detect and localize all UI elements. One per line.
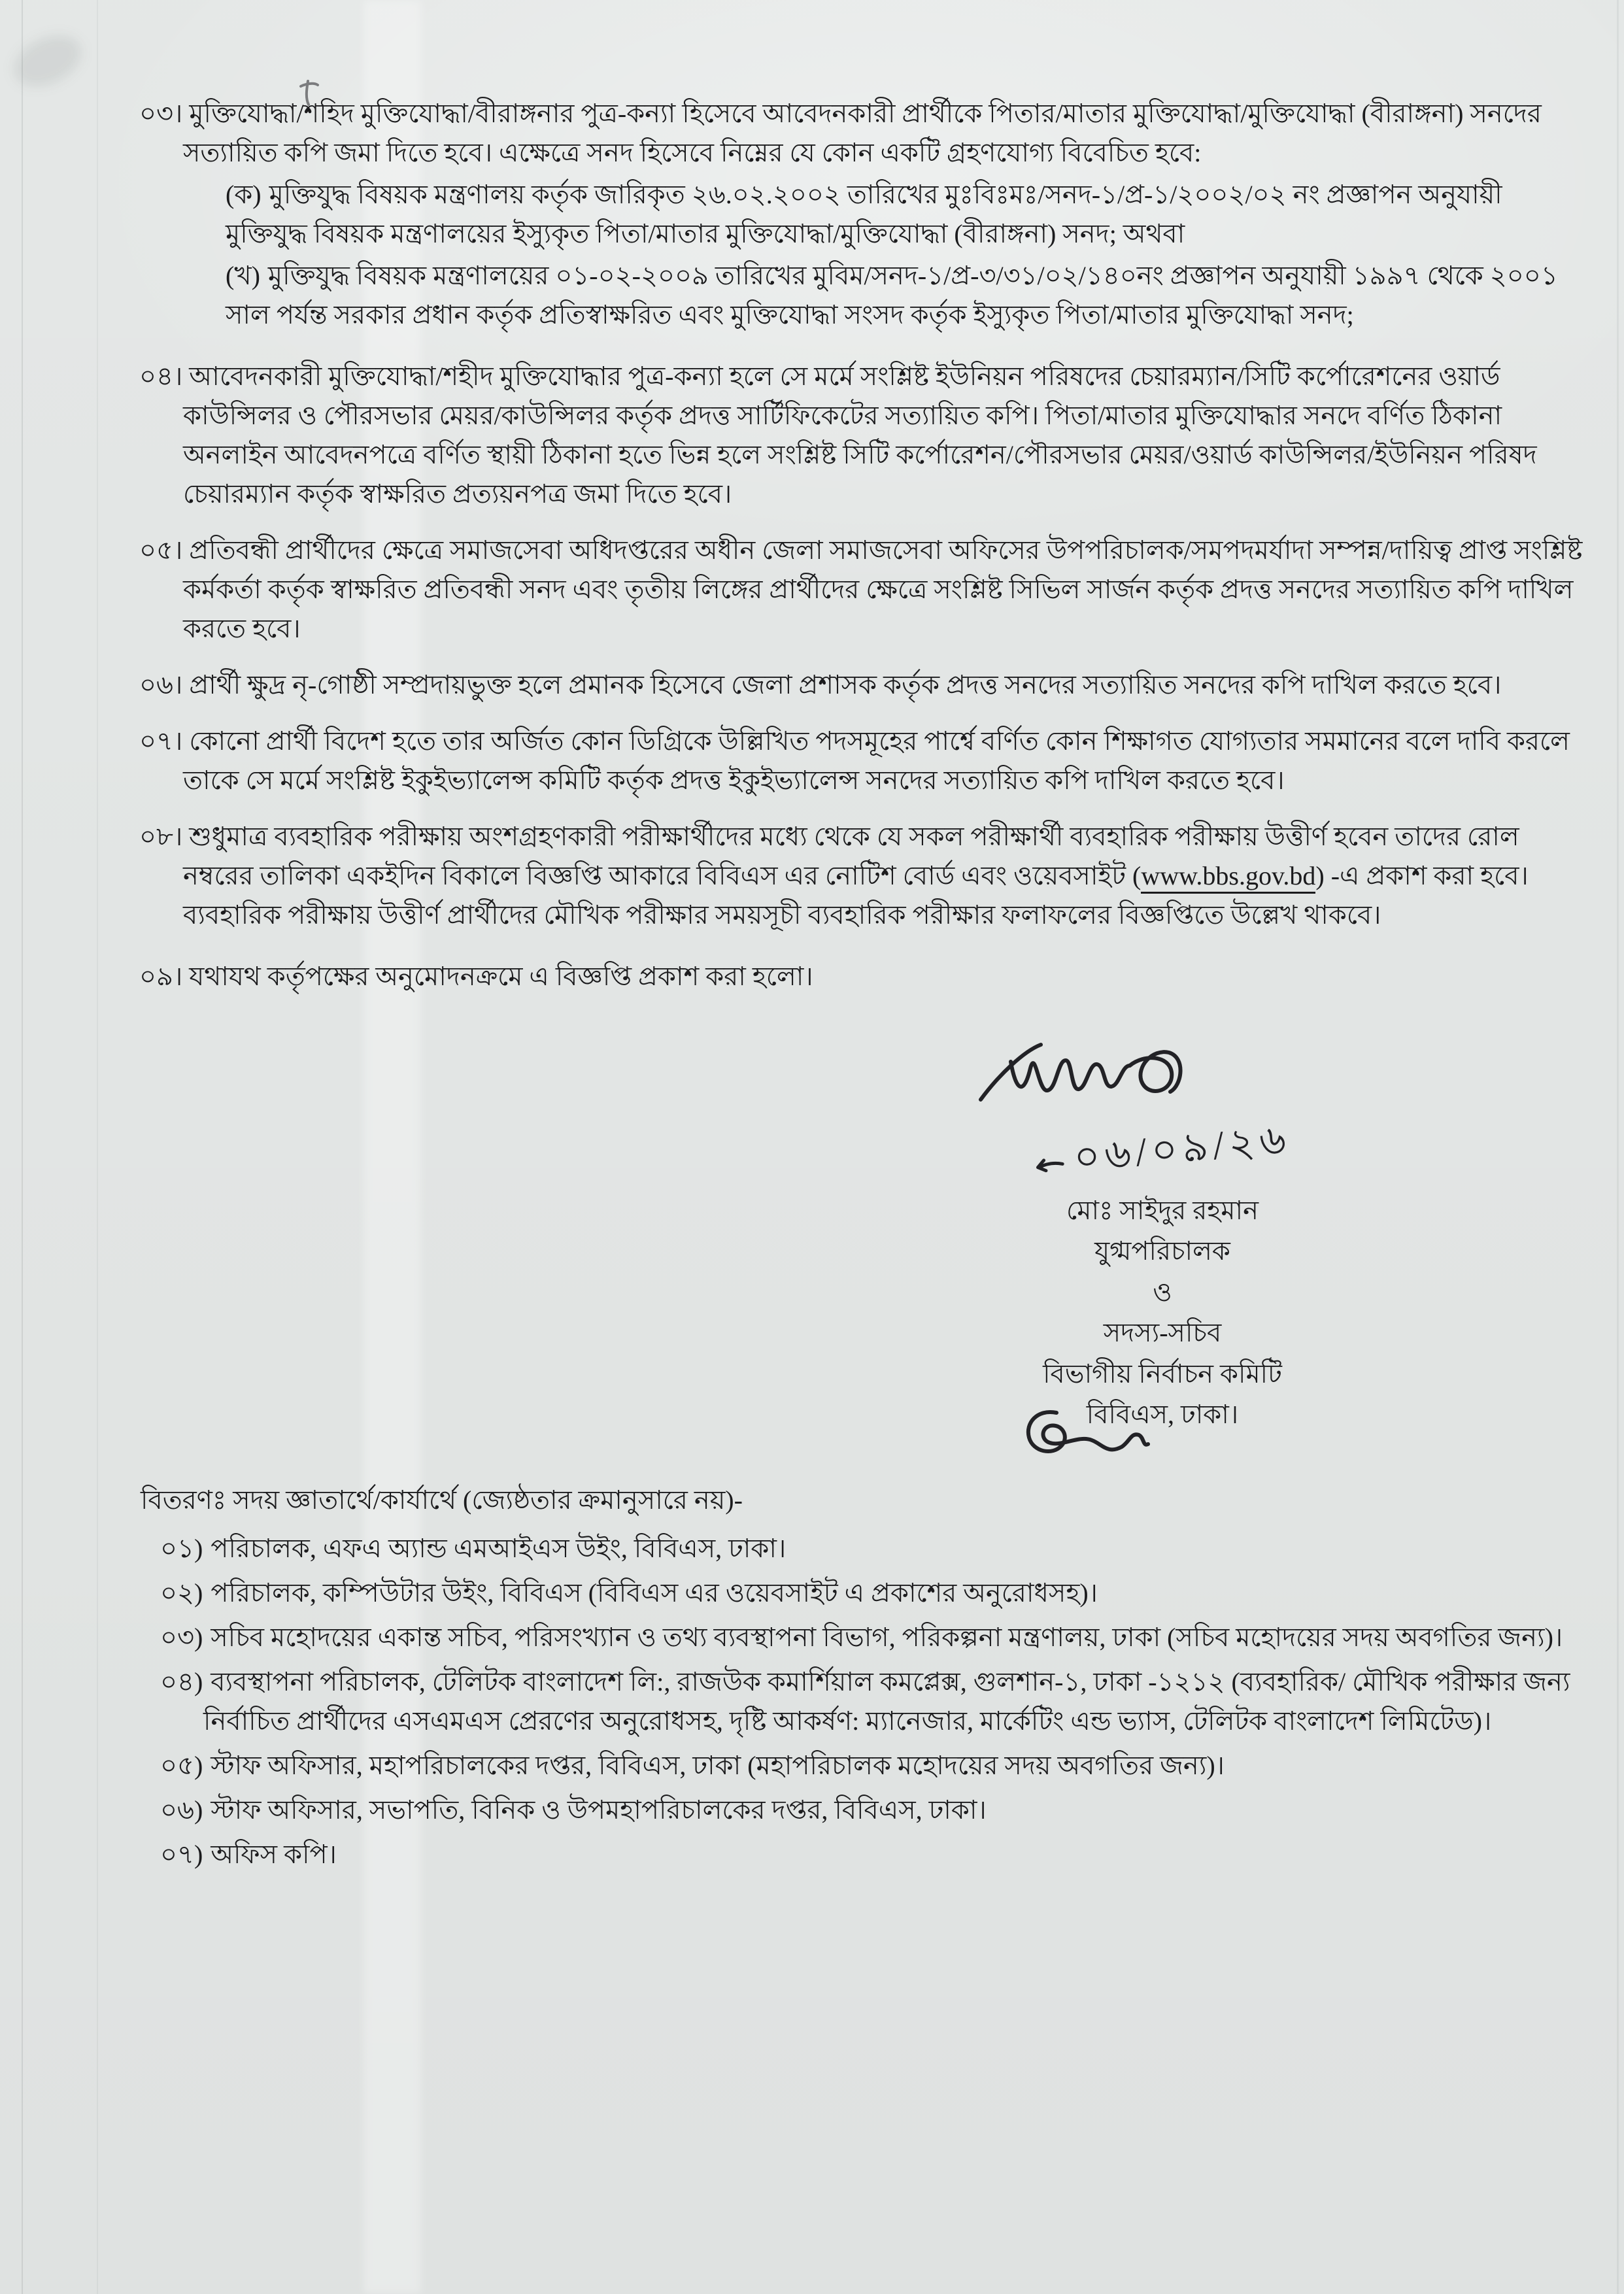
subitem-text: মুক্তিযুদ্ধ বিষয়ক মন্ত্রণালয়ের ০১-০২-২০০৯ তারিখের মুবিম/সনদ-১/প্র-৩/৩১/০২/১৪০নং প্রজ্ঞাপন অনুযায়ী ১৯৯৭ থেকে ২০০১ সাল পর্যন্ত সরকার প্রধান কর্তৃক প্রতিস্বাক্ষরিত এবং মুক্তিযোদ্ধা সংসদ কর্তৃক ইস্যুকৃত পিতা/মাতার মুক্তিযোদ্ধা সনদ; [226,261,1558,329]
item-number: ০৭) [160,1840,203,1870]
notice-item [139,817,1587,935]
item-number: ০৬। [139,670,183,700]
item-number: ০৪) [160,1667,203,1697]
item-number: ০৮। [139,822,183,851]
website-url-text: www.bbs.gov.bd [1141,861,1315,894]
item-text: কোনো প্রার্থী বিদেশ হতে তার অর্জিত কোন ডিগ্রিকে উল্লিখিত পদসমূহের পার্শ্বে বর্ণিত কোন শিক্ষাগত যোগ্যতার সমমানের বলে দাবি করলে তাকে সে মর্মে সংশ্লিষ্ট ইকুইভ্যালেন্স কমিটি কর্তৃক প্রদত্ত ইকুইভ্যালেন্স সনদের সত্যায়িত কপি দাখিল করতে হবে। [183,726,1570,795]
item-text: যথাযথ কর্তৃপক্ষের অনুমোদনক্রমে এ বিজ্ঞপ্তি প্রকাশ করা হলো। [189,962,813,991]
item-text: স্টাফ অফিসার, সভাপতি, বিনিক ও উপমহাপরিচালকের দপ্তর, বিবিএস, ঢাকা। [211,1795,987,1825]
notice-item [139,357,1587,514]
distribution-item [160,1791,1572,1830]
distribution-item [160,1746,1572,1785]
item-number: ০২) [160,1578,203,1608]
distribution-item [160,1662,1572,1741]
item-text: অফিস কপি। [211,1840,337,1870]
signatory-organization: বিবিএস, ঢাকা। [1086,1399,1239,1429]
notice-item [139,666,1587,705]
notice-subitem [226,175,1559,254]
item-number: ০৩। [139,99,183,128]
item-text: সচিব মহোদয়ের একান্ত সচিব, পরিসংখ্যান ও তথ্য ব্যবস্থাপনা বিভাগ, পরিকল্পনা মন্ত্রণালয়, ঢাকা (সচিব মহোদয়ের সদয় অবগতির জন্য)। [211,1623,1563,1653]
item-text [183,822,1529,930]
handwritten-date: ০৬/০৯/২৬ [1032,1109,1293,1192]
distribution-heading: বিতরণঃ সদয় জ্ঞাতার্থে/কার্যার্থে (জ্যেষ্ঠতার ক্রমানুসারে নয়)- [141,1485,743,1515]
item-text: প্রার্থী ক্ষুদ্র নৃ-গোষ্ঠী সম্প্রদায়ভুক্ত হলে প্রমানক হিসেবে জেলা প্রশাসক কর্তৃক প্রদত্ত সনদের সত্যায়িত সনদের কপি দাখিল করতে হবে। [189,670,1502,700]
notice-item [139,957,1587,996]
item-text: মুক্তিযোদ্ধা/শহিদ মুক্তিযোদ্ধা/বীরাঙ্গনার পুত্র-কন্যা হিসেবে আবেদনকারী প্রার্থীকে পিতার/মাতার মুক্তিযোদ্ধা/মুক্তিযোদ্ধা (বীরাঙ্গনা) সনদের সত্যায়িত কপি জমা দিতে হবে। এক্ষেত্রে সনদ হিসেবে নিম্নের যে কোন একটি গ্রহণযোগ্য বিবেচিত হবে: [183,99,1542,167]
item-text: স্টাফ অফিসার, মহাপরিচালকের দপ্তর, বিবিএস, ঢাকা (মহাপরিচালক মহোদয়ের সদয় অবগতির জন্য)। [211,1751,1225,1781]
item-text-after-link: ) -এ প্রকাশ করা হবে। ব্যবহারিক পরীক্ষায় উত্তীর্ণ প্রার্থীদের মৌখিক পরীক্ষার সময়সূচী ব্যবহারিক পরীক্ষার ফলাফলের বিজ্ঞপ্তিতে উল্লেখ থাকবে। [183,861,1529,930]
pen-dash-mark [1034,1153,1066,1175]
item-number: ০৪। [139,362,183,391]
signatory-committee: বিভাগীয় নির্বাচন কমিটি [1043,1358,1282,1389]
item-number: ০৫। [139,535,183,565]
signatory-designation: যুগ্মপরিচালক [1094,1236,1230,1266]
subitem-text: মুক্তিযুদ্ধ বিষয়ক মন্ত্রণালয় কর্তৃক জারিকৃত ২৬.০২.২০০২ তারিখের মুঃবিঃমঃ/সনদ-১/প্র-১/২০০২/০২ নং প্রজ্ঞাপন অনুযায়ী মুক্তিযুদ্ধ বিষয়ক মন্ত্রণালয়ের ইস্যুকৃত পিতা/মাতার মুক্তিযোদ্ধা/মুক্তিযোদ্ধা (বীরাঙ্গনা) সনদ; অথবা [226,180,1502,248]
signatory-role: সদস্য-সচিব [1103,1318,1222,1348]
signatory-organization-line [934,1394,1391,1435]
signature-scribble [973,1032,1208,1123]
signature-block [934,1032,1391,1435]
item-text: আবেদনকারী মুক্তিযোদ্ধা/শহীদ মুক্তিযোদ্ধার পুত্র-কন্যা হলে সে মর্মে সংশ্লিষ্ট ইউনিয়ন পরিষদের চেয়ারম্যান/সিটি কর্পোরেশনের ওয়ার্ড কাউন্সিলর ও পৌরসভার মেয়র/কাউন্সিলর কর্তৃক প্রদত্ত সার্টিফিকেটের সত্যায়িত কপি। পিতা/মাতার মুক্তিযোদ্ধার সনদে বর্ণিত ঠিকানা অনলাইন আবেদনপত্রে বর্ণিত স্থায়ী ঠিকানা হতে ভিন্ন হলে সংশ্লিষ্ট সিটি কর্পোরেশন/পৌরসভার মেয়র/ওয়ার্ড কাউন্সিলর/ইউনিয়ন পরিষদ চেয়ারম্যান কর্তৃক স্বাক্ষরিত প্রত্যয়নপত্র জমা দিতে হবে। [183,362,1537,509]
distribution-item [160,1574,1572,1613]
signatory-conjunction: ও [1153,1277,1172,1307]
notice-item [139,722,1587,800]
notice-item [139,531,1587,649]
item-number: ০৬) [160,1795,203,1825]
item-text: ব্যবস্থাপনা পরিচালক, টেলিটক বাংলাদেশ লি:, রাজউক কমার্শিয়াল কমপ্লেক্স, গুলশান-১, ঢাকা -১২১২ (ব্যবহারিক/ মৌখিক পরীক্ষার জন্য নির্বাচিত প্রার্থীদের এসএমএস প্রেরণের অনুরোধসহ, দৃষ্টি আকর্ষণ: ম্যানেজার, মার্কেটিং এন্ড ভ্যাস, টেলিটক বাংলাদেশ লিমিটেড)। [203,1667,1570,1736]
distribution-section [141,1481,1572,1874]
item-number: ০৩) [160,1623,203,1653]
item-number: ০১) [160,1534,203,1564]
initial-scribble [1019,1394,1169,1473]
subitem-label: (ক) [226,180,262,209]
item-text: পরিচালক, কম্পিউটার উইং, বিবিএস (বিবিএস এর ওয়েবসাইট এ প্রকাশের অনুরোধসহ)। [211,1578,1098,1608]
item-text: পরিচালক, এফএ অ্যান্ড এমআইএস উইং, বিবিএস, ঢাকা। [211,1534,787,1564]
item-number: ০৯। [139,962,183,991]
distribution-item [160,1618,1572,1657]
item-number: ০৫) [160,1751,203,1781]
subitem-label: (খ) [226,261,260,290]
notice-item [139,94,1587,173]
distribution-item [160,1529,1572,1568]
notice-subitem [226,256,1559,335]
distribution-item [160,1835,1572,1874]
item-text: প্রতিবন্ধী প্রার্থীদের ক্ষেত্রে সমাজসেবা অধিদপ্তরের অধীন জেলা সমাজসেবা অফিসের উপপরিচালক/সমপদমর্যাদা সম্পন্ন/দায়িত্ব প্রাপ্ত সংশ্লিষ্ট কর্মকর্তা কর্তৃক স্বাক্ষরিত প্রতিবন্ধী সনদ এবং তৃতীয় লিঙ্গের প্রার্থীদের ক্ষেত্রে সংশ্লিষ্ট সিভিল সার্জন কর্তৃক প্রদত্ত সনদের সত্যায়িত কপি দাখিল করতে হবে। [183,535,1583,643]
item-number: ০৭। [139,726,183,756]
item-text-before-link: শুধুমাত্র ব্যবহারিক পরীক্ষায় অংশগ্রহণকারী পরীক্ষার্থীদের মধ্যে থেকে যে সকল পরীক্ষার্থী ব্যবহারিক পরীক্ষায় উত্তীর্ণ হবেন তাদের রোল নম্বরের তালিকা একইদিন বিকালে বিজ্ঞপ্তি আকারে বিবিএস এর নোটিশ বোর্ড এবং ওয়েবসাইট ( [183,822,1519,890]
signatory-name: মোঃ সাইদুর রহমান [1066,1196,1259,1225]
